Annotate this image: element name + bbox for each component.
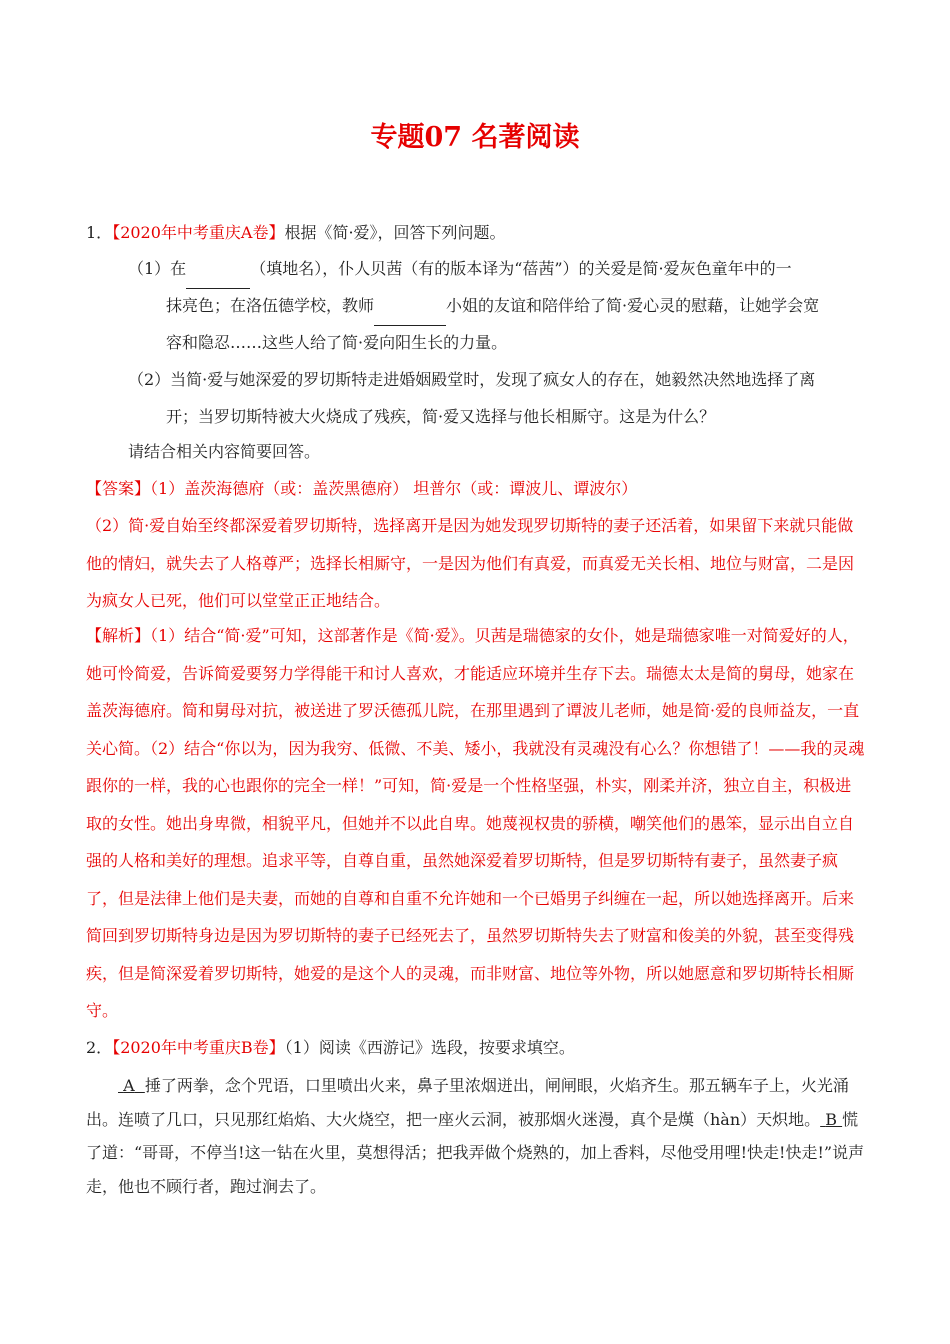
source-tag: 【2020年中考重庆B卷】	[112, 1038, 285, 1057]
sub-question-1-line1: （1）在 （填地名），仆人贝茜（有的版本译为“蓓茜”）的关爱是简·爱灰色童年中的一	[128, 250, 866, 289]
sub-question-2-line2: 开；当罗切斯特被大火烧成了残疾，简·爱又选择与他长相厮守。这是为什么？	[166, 407, 716, 426]
question-text: 根据《简·爱》，回答下列问题。	[284, 223, 506, 242]
question-2-stem	[86, 1029, 866, 1067]
analysis-tag: 【解析】	[86, 626, 151, 645]
answer-line1	[86, 470, 866, 508]
fill-blank-1	[186, 250, 250, 289]
page-title: 专题07 名著阅读	[370, 122, 580, 153]
analysis-text: （1）结合“简·爱”可知，这部著作是《简·爱》。贝茜是瑞德家的女仆，她是瑞德家唯一对简爱好的人，她可怜简爱，告诉简爱要努力学得能干和讨人喜欢，才能适应环境并生存下去。瑞德太太是简的舅母，她家在盖茨海德府。简和舅母对抗，被送进了罗沃德孤儿院，在那里遇到了谭波儿老师，她是简·爱的良师益友，一直关心简。（2）结合“你以为，因为我穷、低微、不美、矮小，我就没有灵魂没有心么？你想错了！——我的灵魂跟你的一样，我的心也跟你的完全一样！”可知，简·爱是一个性格坚强，朴实，刚柔并济，独立自主，积极进取的女性。她出身卑微，相貌平凡，但她并不以此自卑。她蔑视权贵的骄横，嘲笑他们的愚笨，显示出自立自强的人格和美好的理想。追求平等，自尊自重，虽然她深爱着罗切斯特，但是罗切斯特有妻子，虽然妻子疯了，但是法律上他们是夫妻，而她的自尊和自重不允许她和一个已婚男子纠缠在一起，所以她选择离开。后来简回到罗切斯特身边是因为罗切斯特的妻子已经死去了，虽然罗切斯特失去了财富和俊美的外貌，甚至变得残疾，但是简深爱着罗切斯特，她爱的是这个人的灵魂，而非财富、地位等外物，所以她愿意和罗切斯特长相厮守。	[86, 626, 865, 1020]
question-text: （1）阅读《西游记》选段，按要求填空。	[284, 1038, 575, 1057]
excerpt-text-1: 捶了两拳，念个咒语，口里喷出火来，鼻子里浓烟迸出，闸闸眼，火焰齐生。那五辆车子上，火光涌出。连喷了几口，只见那红焰焰、大火烧空，把一座火云洞，被那烟火迷漫，真个是熯（hàn）天炽地。	[86, 1076, 849, 1129]
blank-b: B	[825, 1109, 838, 1129]
sub-question-2-line3: 请结合相关内容简要回答。	[128, 442, 321, 461]
answer-part-2: （2）简·爱自始至终都深爱着罗切斯特，选择离开是因为她发现罗切斯特的妻子还活着，如果留下来就只能做他的情妇，就失去了人格尊严；选择长相厮守，一是因为他们有真爱，而真爱无关长相、地位与财富，二是因为疯女人已死，他们可以堂堂正正地结合。	[86, 516, 855, 610]
source-tag: 【2020年中考重庆A卷】	[112, 223, 285, 242]
question-1-stem	[86, 214, 866, 252]
excerpt-text-2: 慌了道：“哥哥，不停当!这一钻在火里，莫想得活；把我弄做个烧熟的，加上香料，尽他受用哩!快走!快走!”说声走，他也不顾行者，跑过涧去了。	[86, 1109, 865, 1196]
answer-part-1: （1）盖茨海德府（或：盖茨黑德府） 坦普尔（或：谭波儿、谭波尔）	[150, 479, 638, 498]
fill-blank-2	[374, 287, 446, 326]
analysis	[86, 617, 866, 1030]
question-number: 1．	[86, 223, 113, 242]
sub-question-1-line3: 容和隐忍……这些人给了简·爱向阳生长的力量。	[166, 333, 508, 352]
sub-question-1-line2: 抹亮色；在洛伍德学校，教师 小姐的友谊和陪伴给了简·爱心灵的慰藉，让她学会宽	[166, 287, 866, 326]
answer-tag: 【答案】	[86, 479, 151, 498]
blank-a: A	[123, 1076, 135, 1095]
excerpt-paragraph	[86, 1069, 866, 1203]
question-number: 2．	[86, 1038, 113, 1057]
sub-question-2-line1: （2）当简·爱与她深爱的罗切斯特走进婚姻殿堂时，发现了疯女人的存在，她毅然决然地选择了离	[128, 370, 816, 389]
